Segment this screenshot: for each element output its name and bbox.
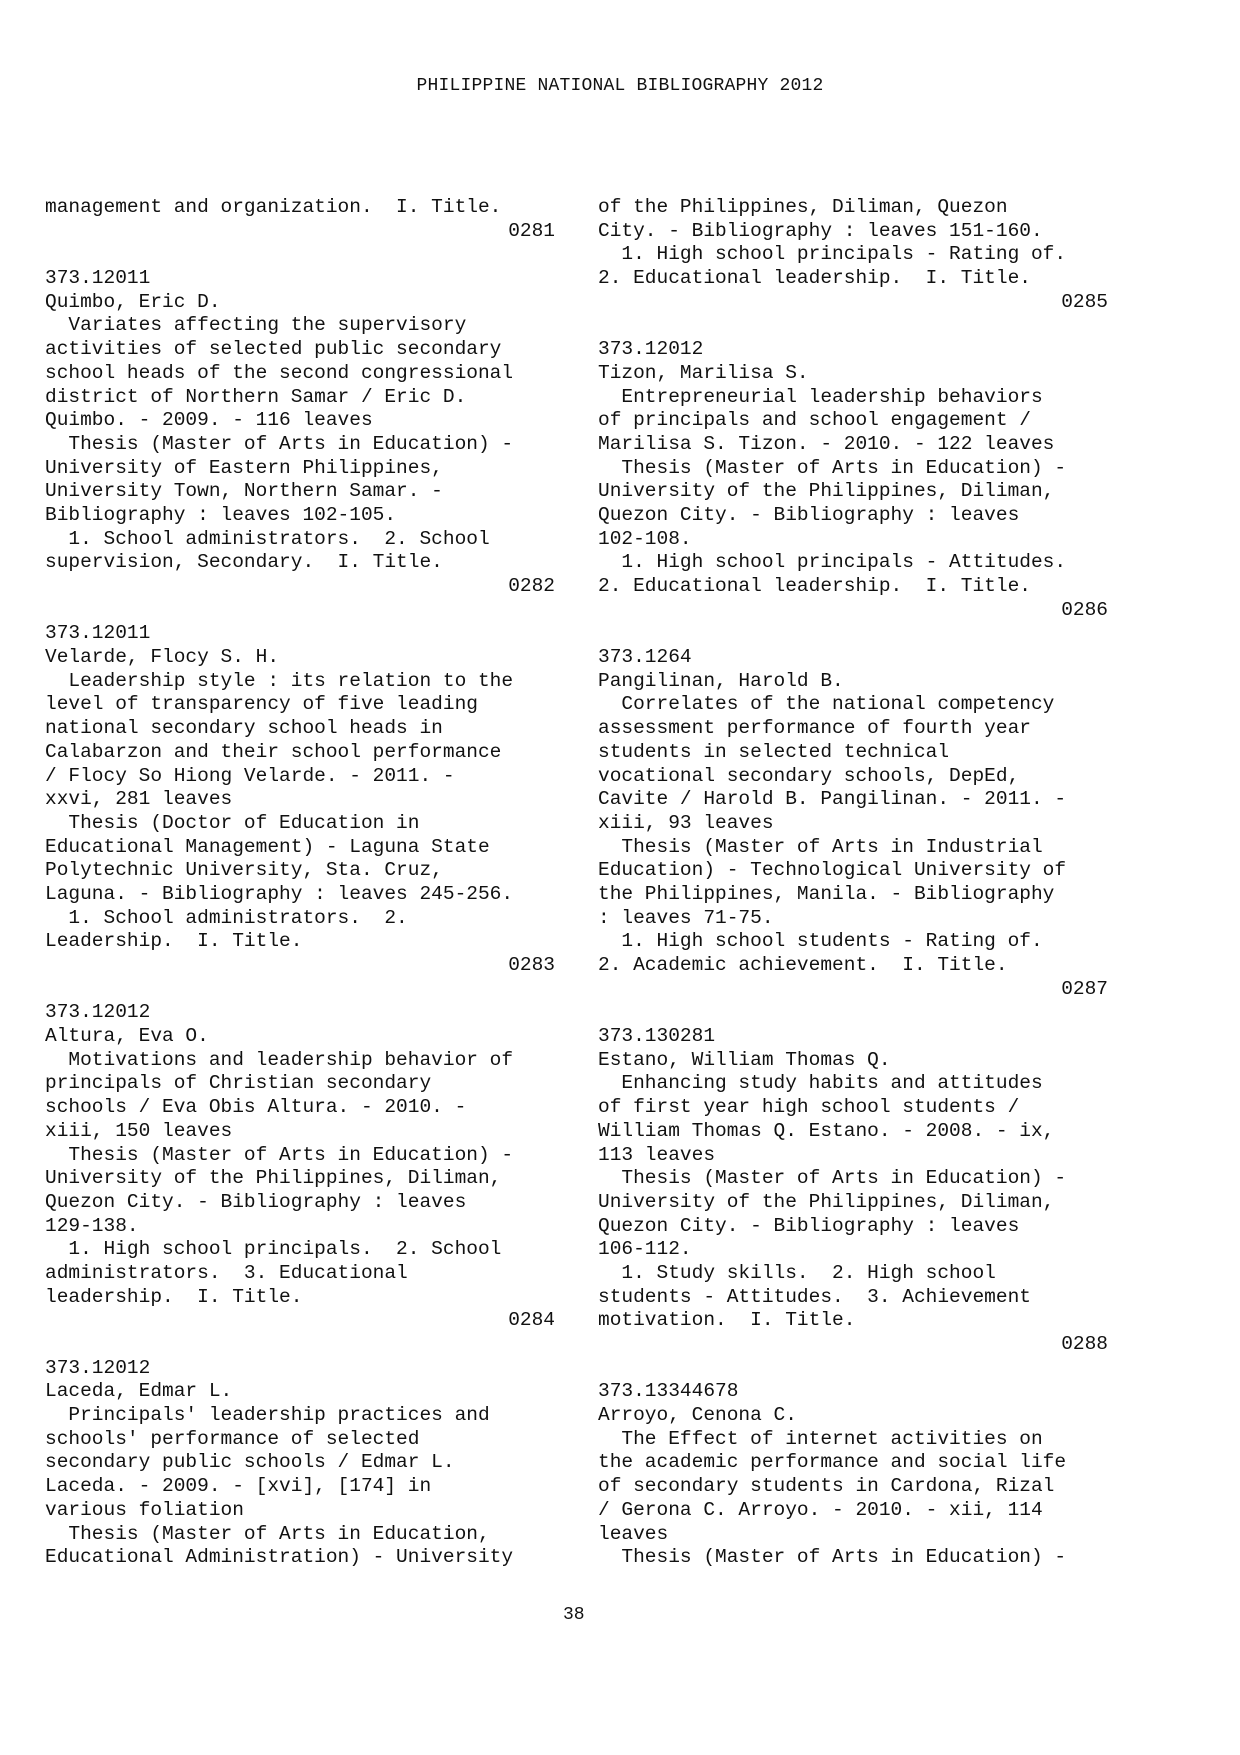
entry-text-line: University of the Philippines, Diliman,	[598, 1190, 1055, 1213]
page-header-title: PHILIPPINE NATIONAL BIBLIOGRAPHY 2012	[416, 76, 824, 96]
entry-author: Quimbo, Eric D.	[45, 290, 221, 313]
entry-text-line: 1. High school principals - Attitudes.	[598, 551, 1067, 574]
entry-author: Velarde, Flocy S. H.	[45, 646, 280, 669]
entry-text-line: Thesis (Master of Arts in Education) -	[598, 456, 1067, 479]
entry-text-line: Quezon City. - Bibliography : leaves	[598, 1214, 1020, 1237]
entry-text-line: Variates affecting the supervisory	[45, 314, 467, 337]
spacer	[598, 314, 1108, 338]
entry-number: 0283	[508, 954, 555, 976]
bibliography-entry	[45, 1001, 555, 1333]
spacer	[598, 1001, 1108, 1025]
entry-text-line: William Thomas Q. Estano. - 2008. - ix,	[598, 1119, 1055, 1142]
entry-text-line: Correlates of the national competency	[598, 693, 1055, 716]
spacer	[45, 1333, 555, 1357]
entry-text-line: xiii, 93 leaves	[598, 811, 774, 834]
entry-text-line: xxvi, 281 leaves	[45, 788, 233, 811]
entry-text-line: University of the Philippines, Diliman,	[45, 1167, 502, 1190]
entry-text-line: district of Northern Samar / Eric D.	[45, 385, 467, 408]
spacer	[598, 1357, 1108, 1381]
entry-number: 0285	[1061, 290, 1108, 313]
entry-text-line: supervision, Secondary. I. Title.	[45, 551, 443, 574]
bibliography-entry	[598, 1025, 1108, 1357]
call-number: 373.1264	[598, 646, 692, 669]
entry-text-line: secondary public schools / Edmar L.	[45, 1451, 455, 1474]
entry-number: 0287	[1061, 977, 1108, 1000]
entry-text-line: school heads of the second congressional	[45, 361, 514, 384]
entry-text-line: University of Eastern Philippines,	[45, 456, 443, 479]
entry-text-line: / Gerona C. Arroyo. - 2010. - xii, 114	[598, 1498, 1043, 1521]
entry-number: 0281	[508, 219, 555, 242]
spacer	[45, 243, 555, 267]
entry-text-line: Educational Administration) - University	[45, 1546, 514, 1569]
entry-text-line: 1. High school principals. 2. School	[45, 1238, 502, 1261]
entry-text-line: various foliation	[45, 1498, 244, 1521]
entry-author: Pangilinan, Harold B.	[598, 669, 844, 692]
entry-author: Estano, William Thomas Q.	[598, 1048, 891, 1071]
bibliography-entry	[598, 646, 1108, 1001]
entry-text-line: administrators. 3. Educational	[45, 1261, 408, 1284]
call-number: 373.12012	[45, 1356, 151, 1379]
entry-text-line: Quimbo. - 2009. - 116 leaves	[45, 409, 373, 432]
entry-text-line: Quezon City. - Bibliography : leaves	[598, 503, 1020, 526]
call-number: 373.13344678	[598, 1380, 739, 1403]
spacer	[45, 978, 555, 1002]
bibliography-entry	[45, 267, 555, 599]
continued-entry	[598, 196, 1108, 314]
entry-text-line: Educational Management) - Laguna State	[45, 835, 490, 858]
call-number: 373.12012	[45, 1001, 151, 1024]
bibliography-entry	[45, 622, 555, 977]
entry-text-line: schools / Eva Obis Altura. - 2010. -	[45, 1096, 467, 1119]
right-column	[598, 196, 1108, 1570]
spacer	[598, 622, 1108, 646]
entry-text-line: motivation. I. Title.	[598, 1309, 856, 1332]
entry-text-line: Bibliography : leaves 102-105.	[45, 503, 397, 526]
entry-text-line: xiii, 150 leaves	[45, 1119, 233, 1142]
entry-text-line: Laceda. - 2009. - [xvi], [174] in	[45, 1475, 432, 1498]
entry-text-line: 102-108.	[598, 527, 692, 550]
bibliography-entry	[45, 1357, 555, 1570]
entry-text-line: 1. Study skills. 2. High school	[598, 1261, 996, 1284]
entry-text-line: 1. High school students - Rating of.	[598, 930, 1043, 953]
call-number: 373.12012	[598, 338, 704, 361]
entry-author: Arroyo, Cenona C.	[598, 1404, 797, 1427]
continued-entry	[45, 196, 555, 243]
entry-text-line: Calabarzon and their school performance	[45, 740, 502, 763]
entry-text-line: Polytechnic University, Sta. Cruz,	[45, 859, 443, 882]
entry-text-line: the academic performance and social life	[598, 1451, 1067, 1474]
entry-text-line: University Town, Northern Samar. -	[45, 480, 443, 503]
call-number: 373.130281	[598, 1025, 716, 1048]
entry-text-line: 1. School administrators. 2.	[45, 906, 408, 929]
entry-text-line: Thesis (Master of Arts in Education) -	[45, 1143, 514, 1166]
entry-text-line: Education) - Technological University of	[598, 859, 1067, 882]
entry-text-line: of the Philippines, Diliman, Quezon	[598, 196, 1008, 218]
entry-text-line: of secondary students in Cardona, Rizal	[598, 1475, 1055, 1498]
entry-text-line: principals of Christian secondary	[45, 1072, 432, 1095]
entry-text-line: students in selected technical	[598, 740, 950, 763]
entry-text-line: Leadership style : its relation to the	[45, 669, 514, 692]
entry-text-line: Thesis (Master of Arts in Education,	[45, 1522, 490, 1545]
entry-text-line: The Effect of internet activities on	[598, 1427, 1043, 1450]
entry-text-line: Thesis (Master of Arts in Education) -	[45, 432, 514, 455]
entry-author: Laceda, Edmar L.	[45, 1380, 233, 1403]
page-number: 38	[563, 1605, 585, 1625]
entry-text-line: activities of selected public secondary	[45, 338, 502, 361]
entry-number: 0286	[1061, 598, 1108, 621]
entry-number: 0282	[508, 575, 555, 597]
entry-text-line: 1. School administrators. 2. School	[45, 527, 490, 550]
entry-text-line: of principals and school engagement /	[598, 409, 1031, 432]
entry-text-line: 1. High school principals - Rating of.	[598, 243, 1067, 266]
entry-text-line: 106-112.	[598, 1238, 692, 1261]
entry-text-line: level of transparency of five leading	[45, 693, 478, 716]
entry-text-line: Leadership. I. Title.	[45, 930, 303, 953]
entry-number: 0284	[508, 1309, 555, 1332]
entry-text-line: : leaves 71-75.	[598, 906, 774, 929]
entry-text-line: 2. Academic achievement. I. Title.	[598, 954, 1008, 976]
entry-text-line: students - Attitudes. 3. Achievement	[598, 1285, 1031, 1308]
entry-author: Tizon, Marilisa S.	[598, 361, 809, 384]
entry-text-line: Entrepreneurial leadership behaviors	[598, 385, 1043, 408]
entry-text-line: assessment performance of fourth year	[598, 717, 1031, 740]
entry-text-line: leaves	[598, 1522, 669, 1545]
entry-text-line: schools' performance of selected	[45, 1427, 420, 1450]
entry-text-line: Marilisa S. Tizon. - 2010. - 122 leaves	[598, 432, 1055, 455]
entry-text-line: national secondary school heads in	[45, 717, 443, 740]
entry-text-line: Motivations and leadership behavior of	[45, 1048, 514, 1071]
call-number: 373.12011	[45, 267, 151, 290]
entry-text-line: 2. Educational leadership. I. Title.	[598, 267, 1031, 290]
entry-text-line: Principals' leadership practices and	[45, 1404, 490, 1427]
entry-text-line: Thesis (Master of Arts in Education) -	[598, 1167, 1067, 1190]
call-number: 373.12011	[45, 622, 151, 645]
entry-text-line: of first year high school students /	[598, 1096, 1020, 1119]
entry-text-line: Laguna. - Bibliography : leaves 245-256.	[45, 882, 514, 905]
entry-text-line: Thesis (Doctor of Education in	[45, 811, 420, 834]
entry-text-line: leadership. I. Title.	[45, 1285, 303, 1308]
entry-text-line: Thesis (Master of Arts in Education) -	[598, 1546, 1067, 1569]
entry-text-line: 129-138.	[45, 1214, 139, 1237]
entry-text-line: 113 leaves	[598, 1143, 716, 1166]
spacer	[45, 599, 555, 623]
entry-number: 0288	[1061, 1333, 1108, 1355]
entry-text-line: / Flocy So Hiong Velarde. - 2011. -	[45, 764, 455, 787]
entry-text-line: Enhancing study habits and attitudes	[598, 1072, 1043, 1095]
entry-author: Altura, Eva O.	[45, 1025, 209, 1048]
entry-text-line: University of the Philippines, Diliman,	[598, 480, 1055, 503]
entry-text-line: management and organization. I. Title.	[45, 196, 502, 218]
entry-text-line: Thesis (Master of Arts in Industrial	[598, 835, 1043, 858]
bibliography-entry	[598, 1380, 1108, 1570]
entry-text-line: the Philippines, Manila. - Bibliography	[598, 882, 1055, 905]
entry-text-line: 2. Educational leadership. I. Title.	[598, 575, 1031, 597]
bibliography-entry	[598, 338, 1108, 622]
entry-text-line: Quezon City. - Bibliography : leaves	[45, 1190, 467, 1213]
entry-text-line: City. - Bibliography : leaves 151-160.	[598, 219, 1043, 242]
entry-text-line: Cavite / Harold B. Pangilinan. - 2011. -	[598, 788, 1067, 811]
left-column	[45, 196, 555, 1570]
entry-text-line: vocational secondary schools, DepEd,	[598, 764, 1020, 787]
